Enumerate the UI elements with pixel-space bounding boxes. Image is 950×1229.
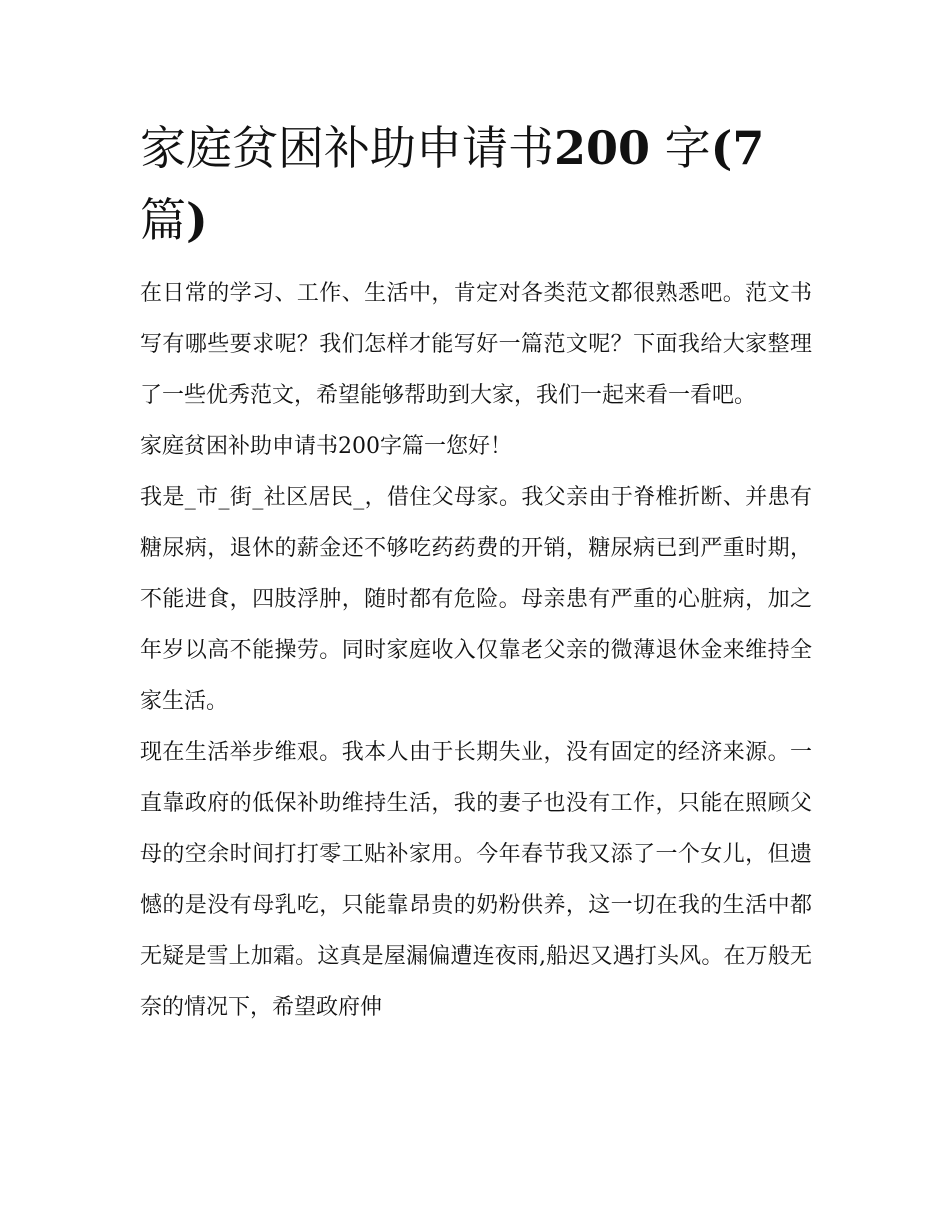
document-title — [140, 112, 812, 256]
body-paragraph-family: 我是_市_街_社区居民_，借住父母家。我父亲由于脊椎折断、并患有糖尿病，退休的薪金还不够吃药药费的开销，糖尿病已到严重时期，不能进食，四肢浮肿，随时都有危险。母亲患有严重的心脏病，加之年岁以高不能操劳。同时家庭收入仅靠老父亲的微薄退休金来维持全家生活。 — [140, 485, 812, 714]
title-part-1: 家庭贫困补助申请书 — [140, 121, 554, 175]
title-part-4: (7 — [710, 121, 765, 175]
section-heading-paragraph: 家庭贫困补助申请书200字篇一您好！ — [140, 434, 512, 459]
intro-paragraph: 在日常的学习、工作、生活中，肯定对各类范文都很熟悉吧。范文书写有哪些要求呢？我们怎样才能写好一篇范文呢？下面我给大家整理了一些优秀范文，希望能够帮助到大家，我们一起来看一看吧。 — [140, 281, 812, 408]
title-part-3: 字 — [664, 121, 711, 175]
body-paragraph-situation: 现在生活举步维艰。我本人由于长期失业，没有固定的经济来源。一直靠政府的低保补助维持生活，我的妻子也没有工作，只能在照顾父母的空余时间打打零工贴补家用。今年春节我又添了一个女儿，但遗憾的是没有母乳吃，只能靠昂贵的奶粉供养，这一切在我的生活中都无疑是雪上加霜。这真是屋漏偏遭连夜雨,船迟又遇打头风。在万般无奈的情况下，希望政府伸 — [140, 740, 812, 1020]
title-part-2: 200 — [554, 121, 651, 175]
document-page — [140, 112, 812, 1033]
title-part-6: ) — [186, 193, 208, 247]
title-part-5: 篇 — [140, 193, 186, 247]
